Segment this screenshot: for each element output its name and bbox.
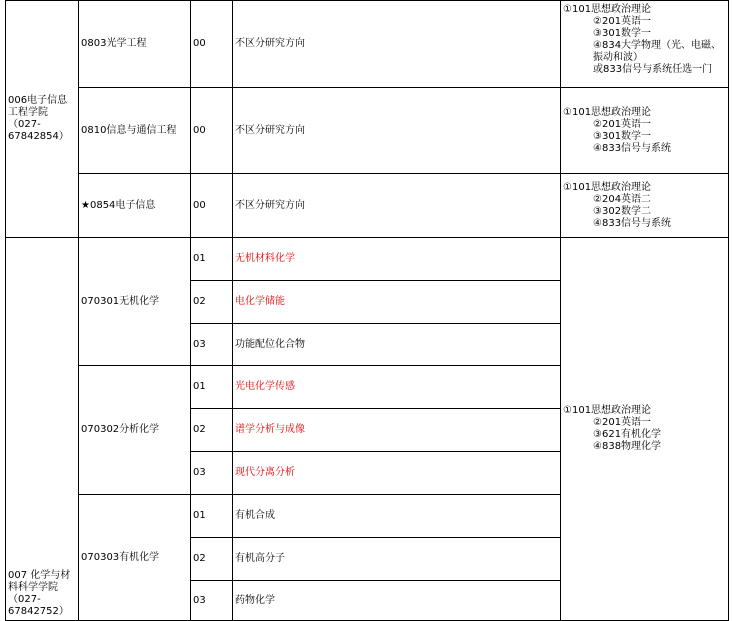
exam-line: ④834大学物理（光、电磁、振动和波） xyxy=(593,40,722,63)
table-row xyxy=(6,88,729,174)
major-cell: 0803光学工程 xyxy=(79,1,191,88)
exam-line: ②204英语二 xyxy=(593,193,652,205)
direction-name: 不区分研究方向 xyxy=(233,1,561,88)
direction-code: 01 xyxy=(191,238,233,281)
direction-name: 电化学储能 xyxy=(233,281,561,324)
exam-line: ②201英语一 xyxy=(593,16,652,27)
exam-line: 或833信号与系统任选一门 xyxy=(593,64,713,75)
direction-name: 功能配位化合物 xyxy=(233,324,561,366)
exam-line: ③301数学一 xyxy=(593,28,652,39)
direction-code: 00 xyxy=(191,174,233,238)
direction-name: 不区分研究方向 xyxy=(233,88,561,174)
direction-code: 02 xyxy=(191,538,233,581)
direction-code: 03 xyxy=(191,581,233,621)
major-cell: ★0854电子信息 xyxy=(79,174,191,238)
exam-line: ③302数学二 xyxy=(593,205,652,217)
direction-code: 02 xyxy=(191,409,233,452)
direction-name: 现代分离分析 xyxy=(233,452,561,495)
exam-line: ④838物理化学 xyxy=(593,441,662,452)
direction-code: 03 xyxy=(191,324,233,366)
major-cell: 0810信息与通信工程 xyxy=(79,88,191,174)
direction-code: 00 xyxy=(191,88,233,174)
college-cell: 006电子信息工程学院（027-67842854） xyxy=(6,1,79,238)
exam-line: ①101思想政治理论 xyxy=(563,405,652,416)
exam-line: ①101思想政治理论 xyxy=(563,4,652,15)
direction-name: 无机材料化学 xyxy=(233,238,561,281)
direction-code: 02 xyxy=(191,281,233,324)
major-cell: 070303有机化学 xyxy=(79,495,191,621)
exam-subjects xyxy=(561,174,729,238)
exam-line: ②201英语一 xyxy=(593,417,652,428)
exam-line: ①101思想政治理论 xyxy=(563,106,652,118)
exam-line: ②201英语一 xyxy=(593,118,652,130)
direction-code: 03 xyxy=(191,452,233,495)
direction-name: 药物化学 xyxy=(233,581,561,621)
table-row xyxy=(6,238,729,281)
direction-name: 有机高分子 xyxy=(233,538,561,581)
direction-name: 光电化学传感 xyxy=(233,366,561,409)
major-cell: 070302分析化学 xyxy=(79,366,191,495)
table-row xyxy=(6,1,729,88)
direction-name: 谱学分析与成像 xyxy=(233,409,561,452)
exam-subjects xyxy=(561,1,729,88)
exam-subjects xyxy=(561,88,729,174)
direction-code: 01 xyxy=(191,495,233,538)
table-row xyxy=(6,174,729,238)
exam-line: ①101思想政治理论 xyxy=(563,181,652,193)
direction-code: 01 xyxy=(191,366,233,409)
major-cell: 070301无机化学 xyxy=(79,238,191,366)
direction-name: 不区分研究方向 xyxy=(233,174,561,238)
exam-line: ④833信号与系统 xyxy=(593,142,672,154)
admissions-table xyxy=(5,0,729,621)
exam-line: ④833信号与系统 xyxy=(593,217,672,229)
direction-code: 00 xyxy=(191,1,233,88)
exam-line: ③621有机化学 xyxy=(593,429,662,440)
exam-line: ③301数学一 xyxy=(593,130,652,142)
direction-name: 有机合成 xyxy=(233,495,561,538)
exam-subjects xyxy=(561,238,729,621)
college-cell: 007 化学与材料科学学院（027-67842752） xyxy=(6,238,79,621)
